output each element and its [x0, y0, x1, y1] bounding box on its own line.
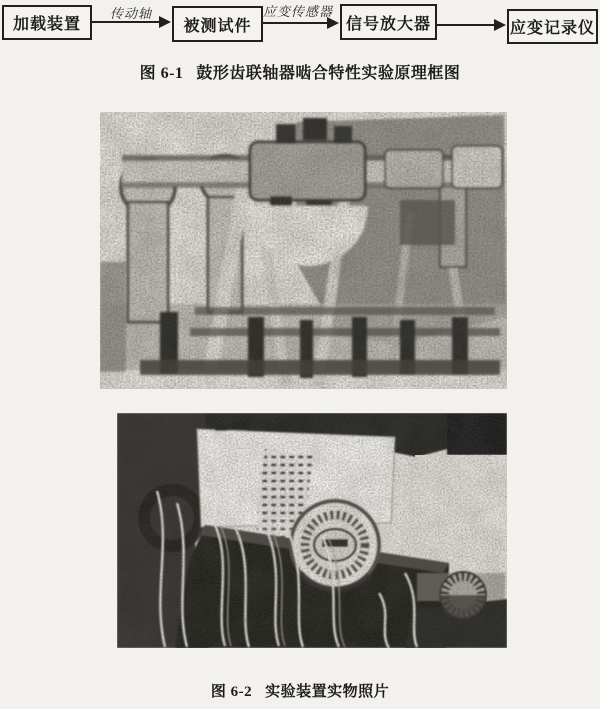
flow-node-signal-amplifier: [340, 4, 437, 40]
arrow-right-icon: [437, 24, 495, 26]
photo-grain-layer: [117, 413, 507, 648]
figure2-number: 图 6-2: [210, 684, 253, 700]
figure1-number: 图 6-1: [139, 65, 184, 82]
connector-label-drive-shaft: 传动轴: [109, 6, 152, 21]
figure2-caption: [0, 680, 600, 701]
flow-node-test-specimen: [172, 6, 263, 42]
flow-node-label: 信号放大器: [345, 15, 431, 33]
figure1-caption: [0, 60, 600, 83]
flow-node-loading-device: [2, 5, 92, 40]
meshing-test-rig-photo: [100, 112, 507, 389]
arrow-right-icon: [263, 22, 328, 24]
flow-node-strain-recorder: [507, 9, 598, 44]
figure2-title: 实验装置实物照片: [265, 684, 390, 700]
apparatus-photo: [117, 413, 507, 648]
flow-node-label: 加载装置: [12, 16, 81, 33]
connector-label-strain-sensor: 应变传感器: [262, 4, 333, 19]
figure1-title: 鼓形齿联轴器啮合特性实验原理框图: [196, 65, 461, 82]
test-rig-photo-drawing: [100, 112, 507, 389]
apparatus-photo-drawing: [117, 413, 507, 648]
flow-node-label: 被测试件: [183, 17, 252, 35]
flow-node-label: 应变记录仪: [509, 20, 595, 37]
photo-grain-layer: [100, 112, 507, 389]
